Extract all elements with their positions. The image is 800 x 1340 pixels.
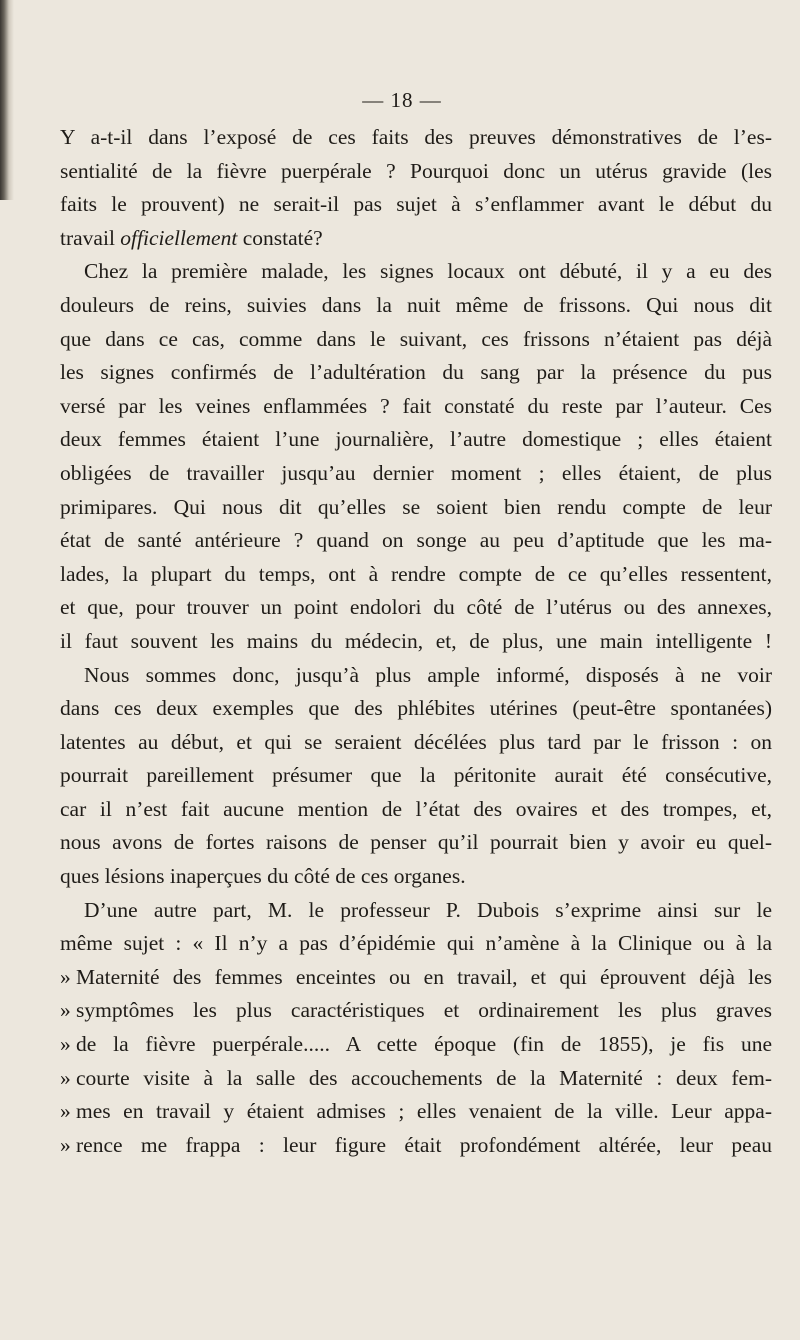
text-line: Y a-t-il dans l’exposé de ces faits des preuves démonstratives de l’es- [60, 125, 772, 149]
text-line: primipares. Qui nous dit qu’elles se soient bien rendu compte de leur [60, 494, 772, 519]
quote-line [60, 1028, 772, 1062]
text-line: versé par les veines enflammées ? fait constaté du reste par l’auteur. Ces [60, 393, 772, 418]
quote-text: rence me frappa : leur figure était profondément altérée, leur peau [76, 1132, 772, 1157]
guillemet: » [60, 1032, 71, 1057]
text-line: les signes confirmés de l’adultération du sang par la présence du pus [60, 360, 772, 385]
text-line: et que, pour trouver un point endolori du côté de l’utérus ou des annexes, [60, 595, 772, 620]
text-line: nous avons de fortes raisons de penser qu’il pourrait bien y avoir eu quel- [60, 830, 772, 855]
text-line: D’une autre part, M. le professeur P. Dubois s’exprime ainsi sur le [84, 897, 772, 922]
text-line: obligées de travailler jusqu’au dernier moment ; elles étaient, de plus [60, 460, 772, 485]
guillemet: » [60, 1065, 71, 1090]
text-line: dans ces deux exemples que des phlébites utérines (peut-être spontanées) [60, 696, 772, 721]
italic-word: officiellement [120, 225, 238, 250]
book-page [60, 88, 772, 1162]
text-line: car il n’est fait aucune mention de l’état des ovaires et des trompes, et, [60, 796, 772, 821]
guillemet: » [60, 964, 71, 989]
quote-line [60, 1095, 772, 1129]
quote-text: courte visite à la salle des accouchements de la Maternité : deux fem- [76, 1065, 772, 1090]
text-line: pourrait pareillement présumer que la péritonite aurait été consécutive, [60, 763, 772, 788]
page-number: — 18 — [362, 88, 442, 112]
body-text [60, 121, 772, 961]
quote-text: symptômes les plus caractéristiques et ordinairement les plus graves [76, 998, 772, 1023]
text-line: deux femmes étaient l’une journalière, l’autre domestique ; elles étaient [60, 427, 772, 452]
guillemet: » [60, 998, 71, 1023]
quote-line [60, 1129, 772, 1163]
text-line: que dans ce cas, comme dans le suivant, ces frissons n’étaient pas déjà [60, 326, 772, 351]
text-line: état de santé antérieure ? quand on songe au peu d’aptitude que les ma- [60, 528, 772, 553]
quotation-block [60, 961, 772, 1163]
text-line: sentialité de la fièvre puerpérale ? Pourquoi donc un utérus gravide (les [60, 158, 772, 183]
text-line: Nous sommes donc, jusqu’à plus ample informé, disposés à ne voir [84, 662, 772, 687]
text-line: latentes au début, et qui se seraient décélées plus tard par le frisson : on [60, 729, 772, 754]
text-line: douleurs de reins, suivies dans la nuit même de frissons. Qui nous dit [60, 292, 772, 317]
quote-line [60, 961, 772, 995]
guillemet: » [60, 1099, 71, 1124]
text-line: faits le prouvent) ne serait-il pas sujet à s’enflammer avant le début du [60, 192, 772, 217]
quote-text: de la fièvre puerpérale..... A cette époque (fin de 1855), je fis une [76, 1032, 772, 1057]
quote-line [60, 1062, 772, 1096]
text-line: Chez la première malade, les signes locaux ont débuté, il y a eu des [84, 259, 772, 284]
text-line: lades, la plupart du temps, ont à rendre compte de ce qu’elles ressentent, [60, 561, 772, 586]
scanned-page-edge [0, 0, 14, 200]
quote-text: mes en travail y étaient admises ; elles venaient de la ville. Leur appa- [76, 1099, 772, 1124]
text-line: il faut souvent les mains du médecin, et, de plus, une main intelligente ! [60, 628, 772, 653]
text-line: même sujet : « Il n’y a pas d’épidémie qui n’amène à la Clinique ou à la [60, 931, 772, 956]
quote-line [60, 994, 772, 1028]
guillemet: » [60, 1132, 71, 1157]
text-line-italic: travail officiellement constaté? [60, 225, 323, 250]
text-line: ques lésions inaperçues du côté de ces organes. [60, 864, 466, 889]
quote-text: Maternité des femmes enceintes ou en travail, et qui éprouvent déjà les [76, 964, 772, 989]
